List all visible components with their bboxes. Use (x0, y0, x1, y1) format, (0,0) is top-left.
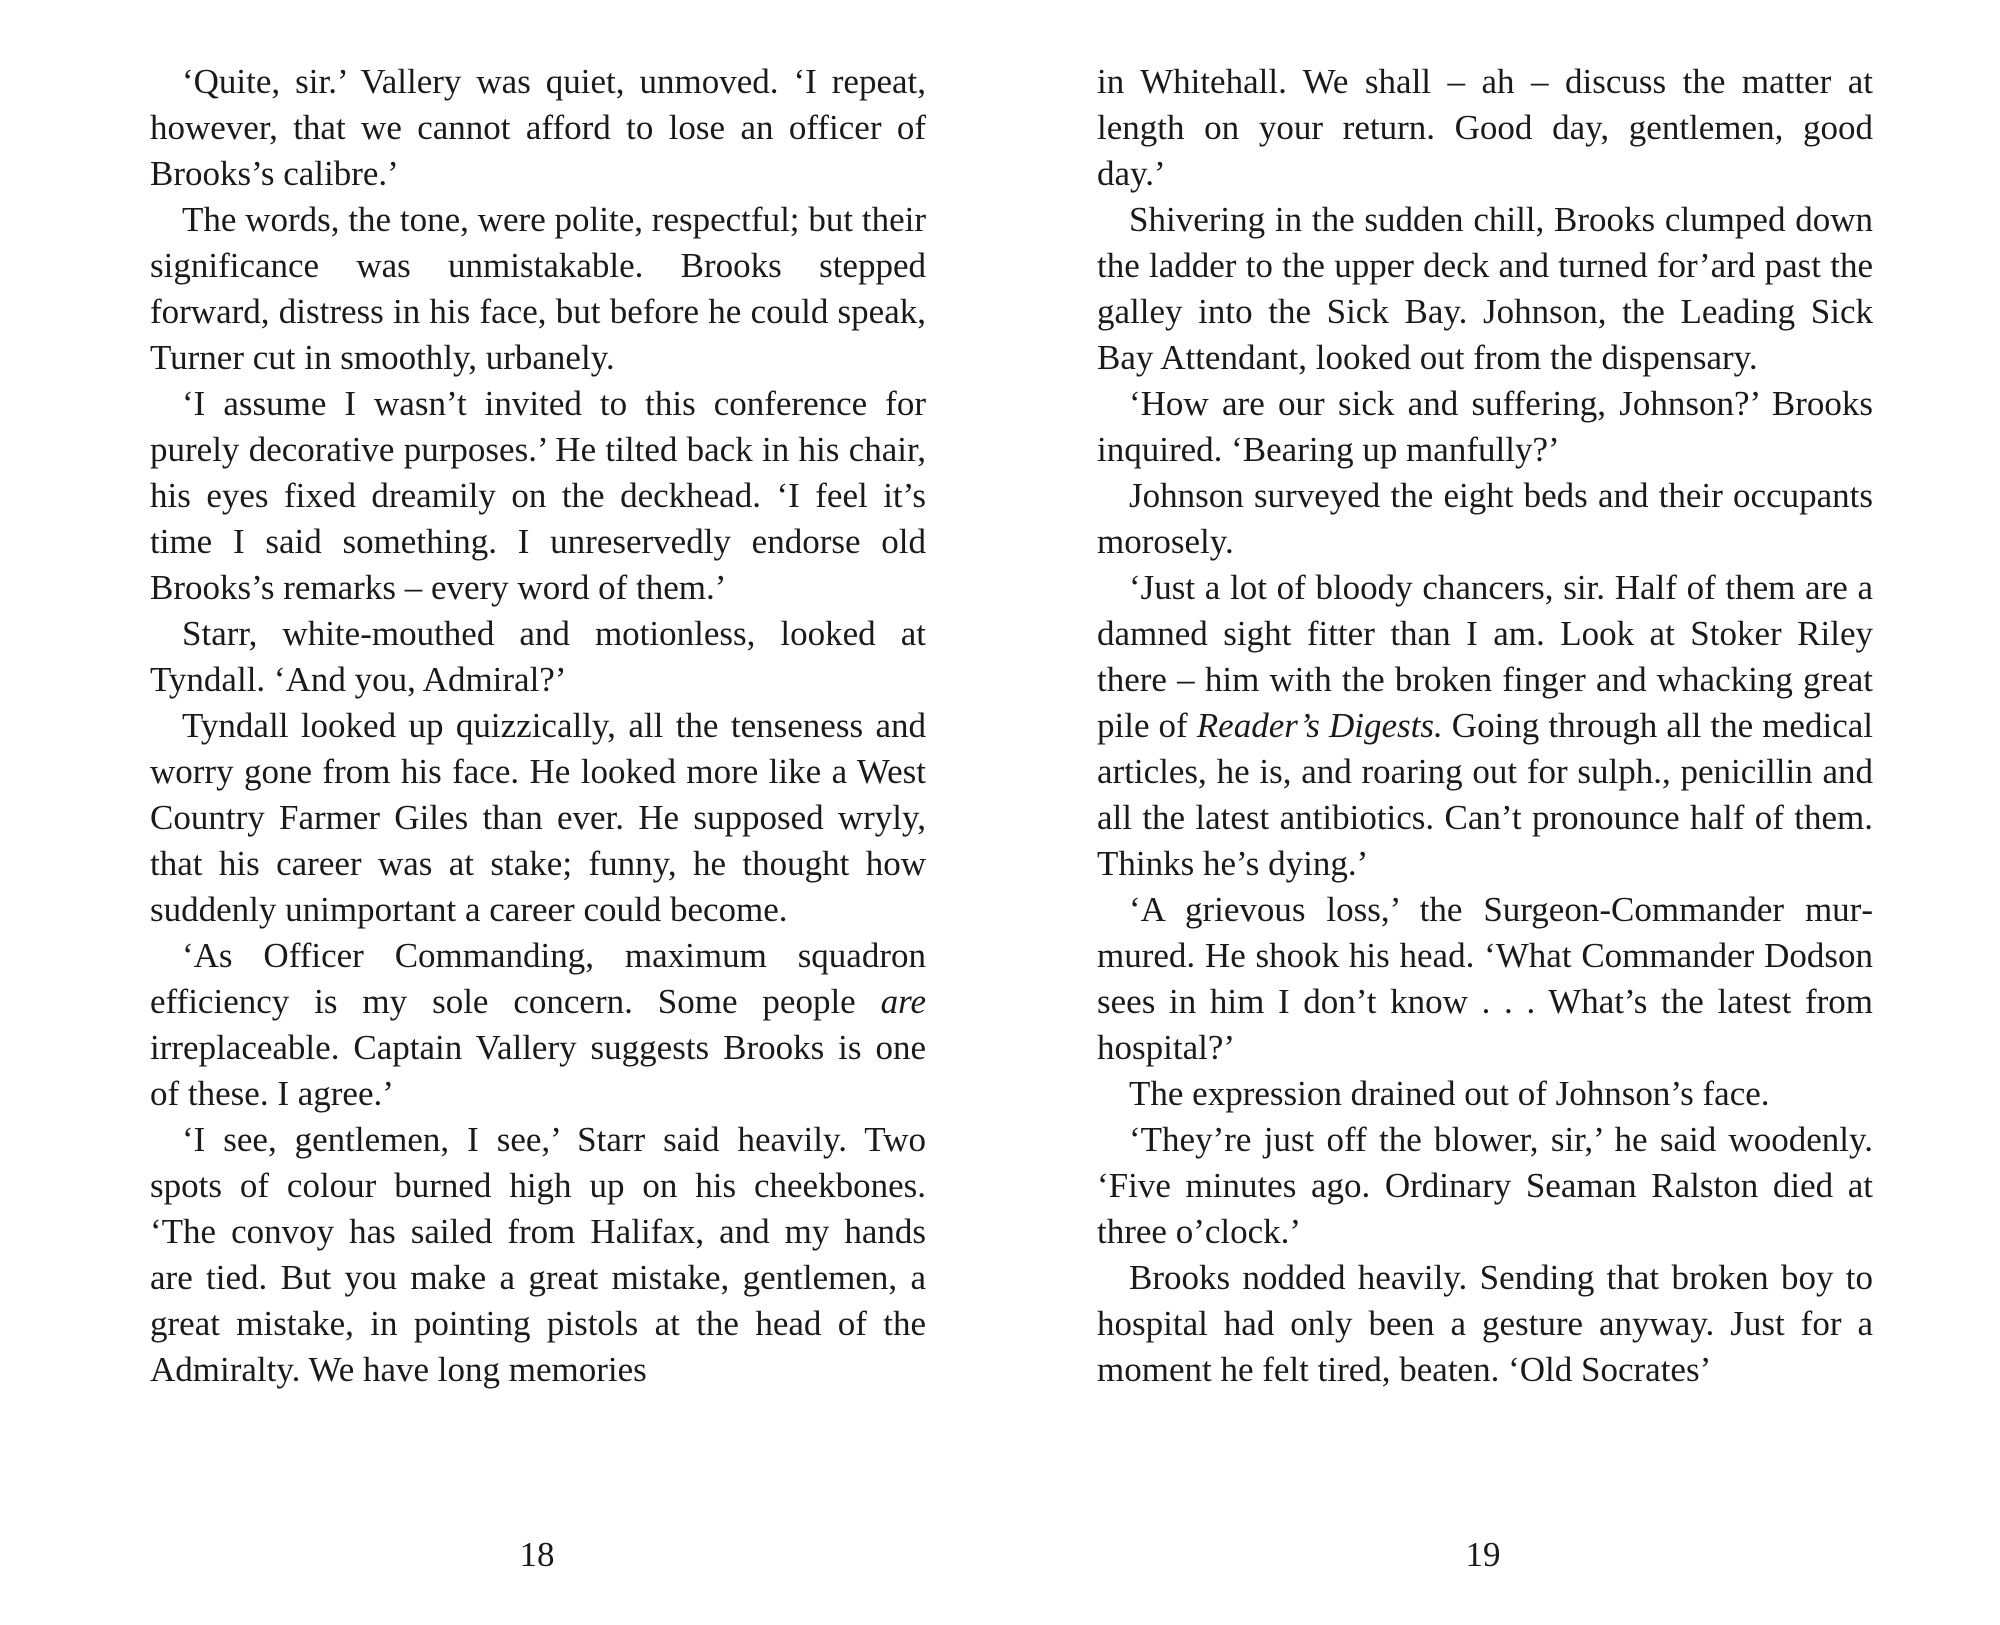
paragraph: The words, the tone, were polite, respectful; but their significance was unmistakable. Brooks stepped forward, distress in his face, but before he could speak, Turner cut in smoothly, urbanely. (150, 200, 926, 377)
emphasis-text: are (880, 982, 926, 1021)
paragraph: ‘Quite, sir.’ Vallery was quiet, unmoved. ‘I repeat, however, that we cannot afford to lose an officer of Brooks’s calibre.’ (150, 62, 926, 193)
paragraph: ‘I see, gentlemen, I see,’ Starr said heavily. Two spots of colour burned high up on his cheekbones. ‘The convoy has sailed from Halifax, and my hands are tied. But you make a great mistake, gentlemen, a great mistake, in pointing pistols at the head of the Admiralty. We have long memories (150, 1120, 926, 1389)
paragraph: ‘A grievous loss,’ the Surgeon-Commander murmured. He shook his head. ‘What Commander Dodson sees in him I don’t know . . . What’s the latest from hospital?’ (1097, 890, 1873, 1067)
paragraph: Brooks nodded heavily. Sending that broken boy to hospital had only been a gesture anyway. Just for a moment he felt tired, beaten. ‘Old Socrates’ (1097, 1258, 1873, 1389)
paragraph (150, 933, 926, 1117)
paragraph: Tyndall looked up quizzically, all the tenseness and worry gone from his face. He looked more like a West Country Farmer Giles than ever. He supposed wryly, that his career was at stake; funny, he thought how suddenly unimportant a career could become. (150, 706, 926, 929)
right-page-text (1097, 59, 1873, 1393)
paragraph: The expression drained out of Johnson’s face. (1129, 1074, 1770, 1113)
paragraph: in Whitehall. We shall – ah – discuss the matter at length on your return. Good day, gentlemen, good day.’ (1097, 62, 1873, 193)
paragraph-text: Going through all the medical articles, he is, and roaring out for sulph., penicillin and all the latest antibiotics. Can’t pronounce half of them. Thinks he’s dying.’ (1097, 706, 1873, 883)
paragraph: ‘How are our sick and suffering, Johnson?’ Brooks inquired. ‘Bearing up manfully?’ (1097, 384, 1873, 469)
left-page-text (150, 59, 926, 1393)
paragraph: ‘They’re just off the blower, sir,’ he said woodenly. ‘Five minutes ago. Ordinary Seaman Ralston died at three o’clock.’ (1097, 1120, 1873, 1251)
right-page (1000, 0, 2000, 1625)
paragraph-text: irreplaceable. Captain Vallery suggests Brooks is one of these. I agree.’ (150, 1028, 926, 1113)
paragraph: Shivering in the sudden chill, Brooks clumped down the ladder to the upper deck and turned for’ard past the galley into the Sick Bay. Johnson, the Leading Sick Bay Attendant, looked out from the dispensary. (1097, 200, 1873, 377)
paragraph: Starr, white-mouthed and motionless, looked at Tyndall. ‘And you, Admiral?’ (150, 614, 926, 699)
paragraph (1097, 565, 1873, 887)
emphasis-text: Reader’s Digests. (1196, 706, 1443, 745)
page-number: 19 (1465, 1535, 1501, 1574)
paragraph-text: ‘Just a lot of bloody chancers, sir. Half of them are a damned sight fitter than I am. Look at Stoker Riley there – him with the broken finger and whacking great pile of (1097, 568, 1873, 745)
paragraph-text: ‘As Officer Commanding, maximum squadron efficiency is my sole concern. Some people (150, 936, 926, 1021)
paragraph: ‘I assume I wasn’t invited to this conference for purely decorative purposes.’ He tilted back in his chair, his eyes fixed dreamily on the deckhead. ‘I feel it’s time I said something. I unreservedly endorse old Brooks’s remarks – every word of them.’ (150, 384, 926, 607)
page-number: 18 (519, 1535, 555, 1574)
paragraph: Johnson surveyed the eight beds and their occupants morosely. (1097, 476, 1873, 561)
